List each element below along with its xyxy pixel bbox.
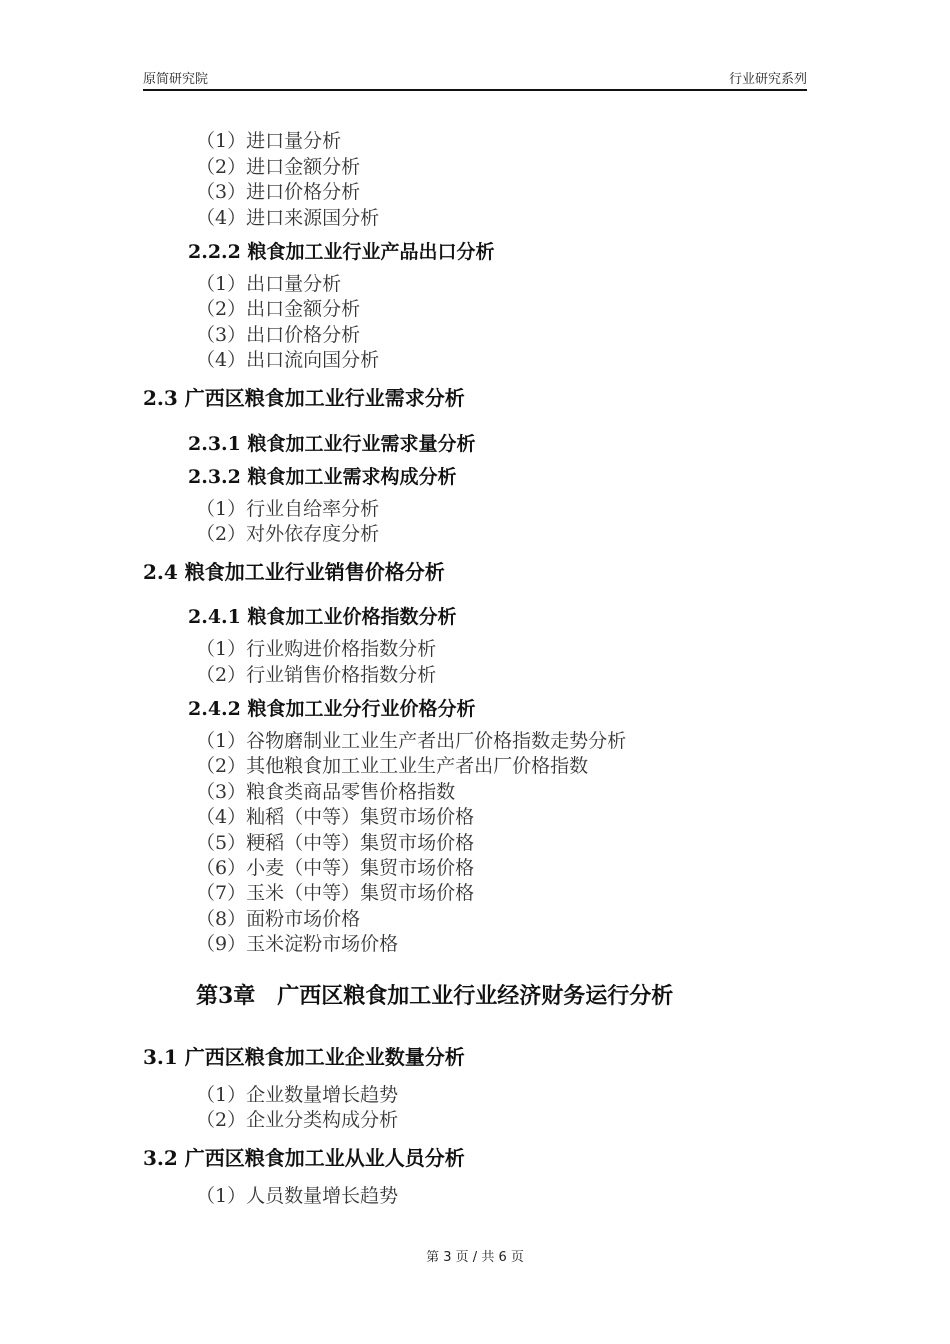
list-item: （2）进口金额分析 xyxy=(196,156,361,178)
list-item: （2）出口金额分析 xyxy=(196,298,361,320)
section-heading: 3.2 广西区粮食加工业从业人员分析 xyxy=(143,1146,465,1170)
header-series-name: 行业研究系列 xyxy=(728,72,807,87)
list-item: （5）粳稻（中等）集贸市场价格 xyxy=(196,832,475,854)
list-item: （8）面粉市场价格 xyxy=(196,908,361,930)
list-item: （2）企业分类构成分析 xyxy=(196,1109,399,1131)
subsection-heading: 2.2.2 粮食加工业行业产品出口分析 xyxy=(188,241,495,263)
header-org-name: 原简研究院 xyxy=(143,72,209,87)
list-item: （1）人员数量增长趋势 xyxy=(196,1185,399,1207)
list-item: （4）进口来源国分析 xyxy=(196,207,380,229)
list-item: （1）进口量分析 xyxy=(196,130,342,152)
list-item: （1）行业自给率分析 xyxy=(196,498,380,520)
header-divider xyxy=(143,89,807,91)
list-item: （2）对外依存度分析 xyxy=(196,523,380,545)
list-item: （1）谷物磨制业工业生产者出厂价格指数走势分析 xyxy=(196,730,627,752)
list-item: （3）出口价格分析 xyxy=(196,324,361,346)
list-item: （2）行业销售价格指数分析 xyxy=(196,664,437,686)
list-item: （2）其他粮食加工业工业生产者出厂价格指数 xyxy=(196,755,589,777)
subsection-heading: 2.4.1 粮食加工业价格指数分析 xyxy=(188,606,457,628)
list-item: （4）籼稻（中等）集贸市场价格 xyxy=(196,806,475,828)
page-header xyxy=(143,68,807,88)
subsection-heading: 2.3.2 粮食加工业需求构成分析 xyxy=(188,466,457,488)
section-heading: 2.3 广西区粮食加工业行业需求分析 xyxy=(143,386,465,410)
subsection-heading: 2.3.1 粮食加工业行业需求量分析 xyxy=(188,433,476,455)
subsection-heading: 2.4.2 粮食加工业分行业价格分析 xyxy=(188,698,476,720)
list-item: （9）玉米淀粉市场价格 xyxy=(196,933,399,955)
section-heading: 3.1 广西区粮食加工业企业数量分析 xyxy=(143,1045,465,1069)
chapter-title: 第3章 广西区粮食加工业行业经济财务运行分析 xyxy=(196,983,674,1009)
page-footer xyxy=(0,1246,950,1265)
list-item: （3）粮食类商品零售价格指数 xyxy=(196,781,456,803)
list-item: （3）进口价格分析 xyxy=(196,181,361,203)
list-item: （1）出口量分析 xyxy=(196,273,342,295)
list-item: （1）企业数量增长趋势 xyxy=(196,1084,399,1106)
list-item: （6）小麦（中等）集贸市场价格 xyxy=(196,857,475,879)
list-item: （1）行业购进价格指数分析 xyxy=(196,638,437,660)
list-item: （4）出口流向国分析 xyxy=(196,349,380,371)
section-heading: 2.4 粮食加工业行业销售价格分析 xyxy=(143,560,445,584)
list-item: （7）玉米（中等）集贸市场价格 xyxy=(196,882,475,904)
page-number: 第 3 页 / 共 6 页 xyxy=(426,1250,524,1265)
